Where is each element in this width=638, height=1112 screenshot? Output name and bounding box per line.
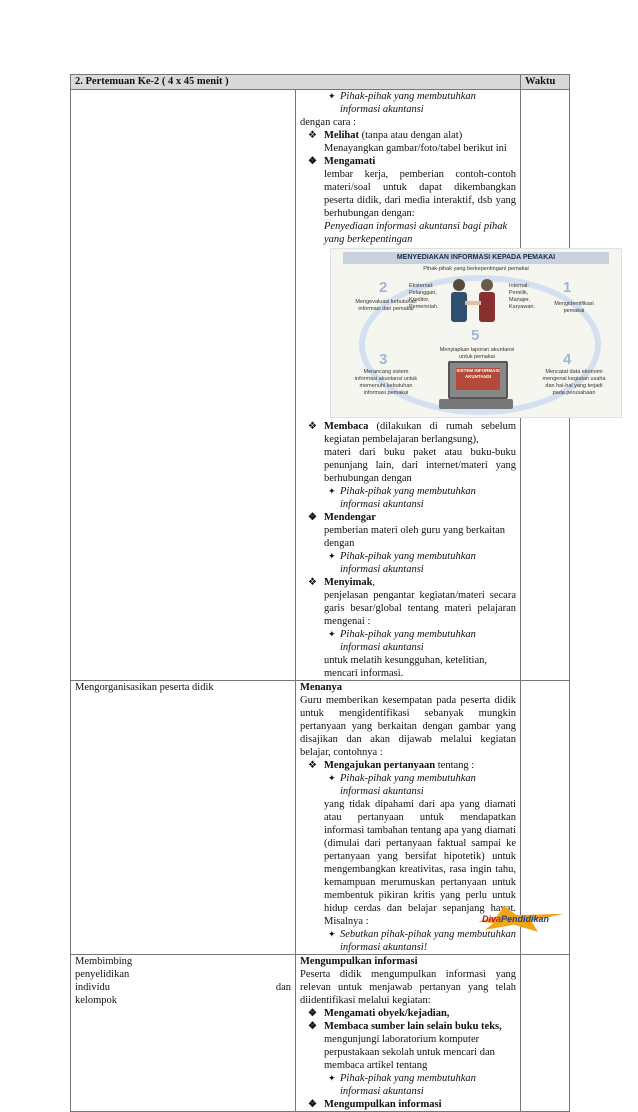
bullet-mengamati: ❖ Mengamati	[300, 155, 516, 168]
section-title-menanya: Menanya	[300, 682, 342, 693]
phase-guide-line: kelompok	[75, 995, 117, 1006]
step-3-number: 3	[379, 351, 388, 368]
table-header-row	[71, 75, 570, 90]
external-users: Eksternal: Pelanggan, Kreditor, Pemerintah.	[409, 283, 439, 310]
mengamati-detail: lembar kerja, pemberian contoh-contoh materi/soal untuk dapat dikembangkan peserta didik, dari media interaktif, dsb yang berhubungan dengan:	[324, 169, 516, 219]
bullet-observe-object: ❖ Mengamati obyek/kejadian,	[300, 1007, 516, 1020]
information-diagram	[330, 248, 622, 418]
ask-arrow-item: ✦ Pihak-pihak yang membutuhkan informasi akuntansi	[300, 772, 516, 798]
time-header: Waktu	[521, 75, 570, 90]
monitor-screen-label: SISTEM INFORMASI AKUNTANSI	[456, 368, 500, 390]
read-sources-detail: mengunjungi laboratorium komputer perpustakaan sekolah untuk mencari dan membaca artikel tentang	[324, 1034, 495, 1071]
phase-organize: Mengorganisasikan peserta didik	[71, 681, 296, 955]
phase-guide-line: individu dan	[75, 982, 291, 993]
phase-guide-line: penyelidikan	[75, 969, 130, 980]
lesson-plan-table-wrapper	[70, 74, 606, 1112]
arrow-item: ✦ Pihak-pihak yang membutuhkan informasi akuntansi	[300, 90, 516, 116]
bullet-read-sources: ❖ Membaca sumber lain selain buku teks,	[300, 1020, 516, 1033]
bullet-mendengar: ❖ Mendengar	[300, 511, 516, 524]
internal-users: Internal: Pemilik, Manajer, Karyawan.	[509, 283, 535, 310]
diagram-title: MENYEDIAKAN INFORMASI KEPADA PEMAKAI	[343, 252, 609, 264]
lesson-plan-table	[70, 74, 606, 1112]
bullet-ask: ❖ Mengajukan pertanyaan tentang :	[300, 759, 516, 772]
mendengar-arrow-item: ✦ Pihak-pihak yang membutuhkan informasi akuntansi	[300, 550, 516, 576]
mendengar-detail: pemberian materi oleh guru yang berkaitan dengan	[324, 525, 506, 549]
step-5-number: 5	[471, 327, 480, 344]
membaca-detail: materi dari buku paket atau buku-buku penunjang lain, dari internet/materi yang berhubungan dengan	[324, 447, 516, 484]
phase-guide	[71, 955, 296, 1112]
phase-guide-line: Membimbing	[75, 956, 133, 967]
diva-pendidikan-logo	[478, 906, 564, 932]
menyimak-closing: untuk melatih kesungguhan, ketelitian, mencari informasi.	[324, 655, 488, 679]
table-row-collect	[71, 955, 570, 1112]
collect-intro: Peserta didik mengumpulkan informasi yang relevan untuk menjawab pertanyan yang telah diidentifikasi melalui kegiatan:	[300, 969, 516, 1006]
read-sources-arrow-item: ✦ Pihak-pihak yang membutuhkan informasi akuntansi	[300, 1072, 516, 1098]
step-4-text: Mencatat data ekonomi mengenai kegiatan usaha dan hal-hal yang terjadi pada perusahaan	[542, 369, 606, 396]
ask-body: yang tidak dipahami dari apa yang diamati atau pertanyaan untuk mendapatkan informasi tambahan tentang apa yang diamati (dimulai dari pertanyaan faktual sampai ke pertanyaan yang bersifat hipotetik) untuk mengembangkan kreativitas, rasa ingin tahu, kemampuan merumuskan pertanyaan untuk membentuk pikiran kritis yang perlu untuk hidup cerdas dan belajar sepanjang hayat. Misalnya :	[324, 799, 516, 927]
step-1-text: Mengidentifikasi pemakai	[554, 301, 594, 314]
bullet-menyimak: ❖ Menyimak,	[300, 576, 516, 589]
bullet-collect-info: ❖ Mengumpulkan informasi	[300, 1098, 516, 1111]
step-2-number: 2	[379, 279, 388, 296]
step-4-number: 4	[563, 351, 572, 368]
keyboard-illustration	[439, 399, 513, 409]
table-row-observe	[71, 90, 570, 681]
computer-monitor	[448, 361, 508, 399]
logo-text: DivaPendidikan	[482, 914, 550, 924]
membaca-arrow-item: ✦ Pihak-pihak yang membutuhkan informasi akuntansi	[300, 485, 516, 511]
step-1-number: 1	[563, 279, 572, 296]
menyimak-detail: penjelasan pengantar kegiatan/materi secara garis besar/global tentang materi pelajaran mengenai :	[324, 590, 516, 627]
menyimak-arrow-item: ✦ Pihak-pihak yang membutuhkan informasi akuntansi	[300, 628, 516, 654]
ask-example: ✦ Sebutkan pihak-pihak yang membutuhkan informasi akuntansi!	[300, 928, 516, 954]
menanya-intro: Guru memberikan kesempatan pada peserta didik untuk mengidentifikasi sebanyak mungkin pertanyaan yang berkaitan dengan gambar yang disajikan dan akan dijawab melalui kegiatan belajar, contohnya :	[300, 695, 516, 758]
meeting-header: 2. Pertemuan Ke-2 ( 4 x 45 menit )	[71, 75, 521, 90]
step-5-text: Menyiapkan laporan akuntansi untuk pemakai	[439, 347, 515, 360]
step-2-text: Mengevaluasi kebutuhan informasi dari pemakai	[355, 299, 417, 312]
mengamati-topic: Penyediaan informasi akuntansi bagi pihak yang berkepentingan	[324, 221, 508, 245]
section-title-collect: Mengumpulkan informasi	[300, 956, 418, 967]
activity-cell-collect	[296, 955, 521, 1112]
handshake-illustration	[443, 277, 503, 325]
bullet-melihat: ❖ Melihat (tanpa atau dengan alat)	[300, 129, 516, 142]
time-cell	[521, 955, 570, 1112]
step-3-text: Merancang sistem informasi akuntansi untuk memenuhi kebutuhan informasi pemakai	[354, 369, 418, 396]
melihat-detail: Menayangkan gambar/foto/tabel berikut ini	[324, 143, 507, 154]
diagram-caption: Pihak-pihak yang berkepentingan/ pemakai	[423, 266, 529, 272]
phase-cell-empty	[71, 90, 296, 681]
text-line: dengan cara :	[300, 117, 356, 128]
bullet-membaca: ❖ Membaca (dilakukan di rumah sebelum kegiatan pembelajaran berlangsung),	[300, 420, 516, 446]
activity-cell	[296, 90, 606, 681]
